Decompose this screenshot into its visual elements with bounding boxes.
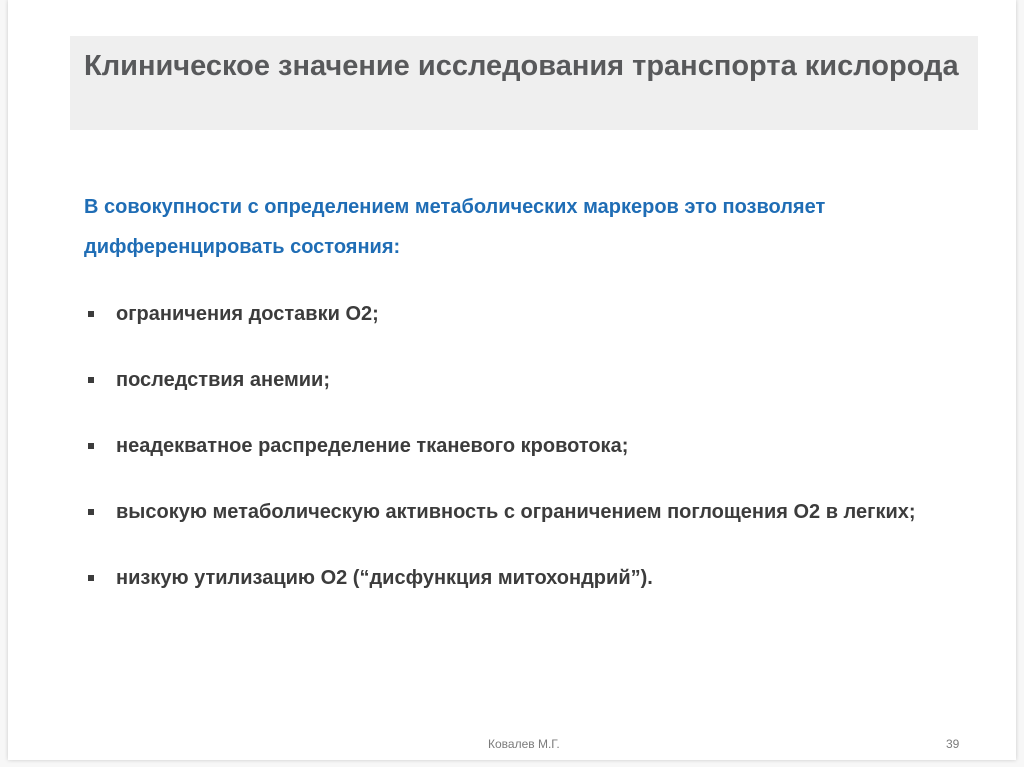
list-item xyxy=(84,558,964,598)
square-bullet-icon xyxy=(88,311,94,317)
square-bullet-icon xyxy=(88,377,94,383)
intro-text: В совокупности с определением метаболических маркеров это позволяет дифференцировать состояния: xyxy=(84,196,826,258)
slide-title: Клиническое значение исследования транспорта кислорода xyxy=(84,50,959,82)
bullet-list xyxy=(84,294,964,598)
square-bullet-icon xyxy=(88,443,94,449)
list-item-text: низкую утилизацию О2 (“дисфункция митохондрий”). xyxy=(116,567,653,589)
square-bullet-icon xyxy=(88,509,94,515)
list-item xyxy=(84,360,964,400)
list-item xyxy=(84,426,964,466)
footer-author: Ковалев М.Г. xyxy=(488,737,560,751)
list-item-text: ограничения доставки О2; xyxy=(116,303,379,325)
list-item xyxy=(84,492,964,532)
list-item-text: последствия анемии; xyxy=(116,369,330,391)
square-bullet-icon xyxy=(88,575,94,581)
list-item-text: неадекватное распределение тканевого кровотока; xyxy=(116,435,629,457)
list-item xyxy=(84,294,964,334)
list-item-text: высокую метаболическую активность с ограничением поглощения О2 в легких; xyxy=(116,501,916,523)
page-number: 39 xyxy=(946,737,960,751)
slide xyxy=(8,0,1016,760)
